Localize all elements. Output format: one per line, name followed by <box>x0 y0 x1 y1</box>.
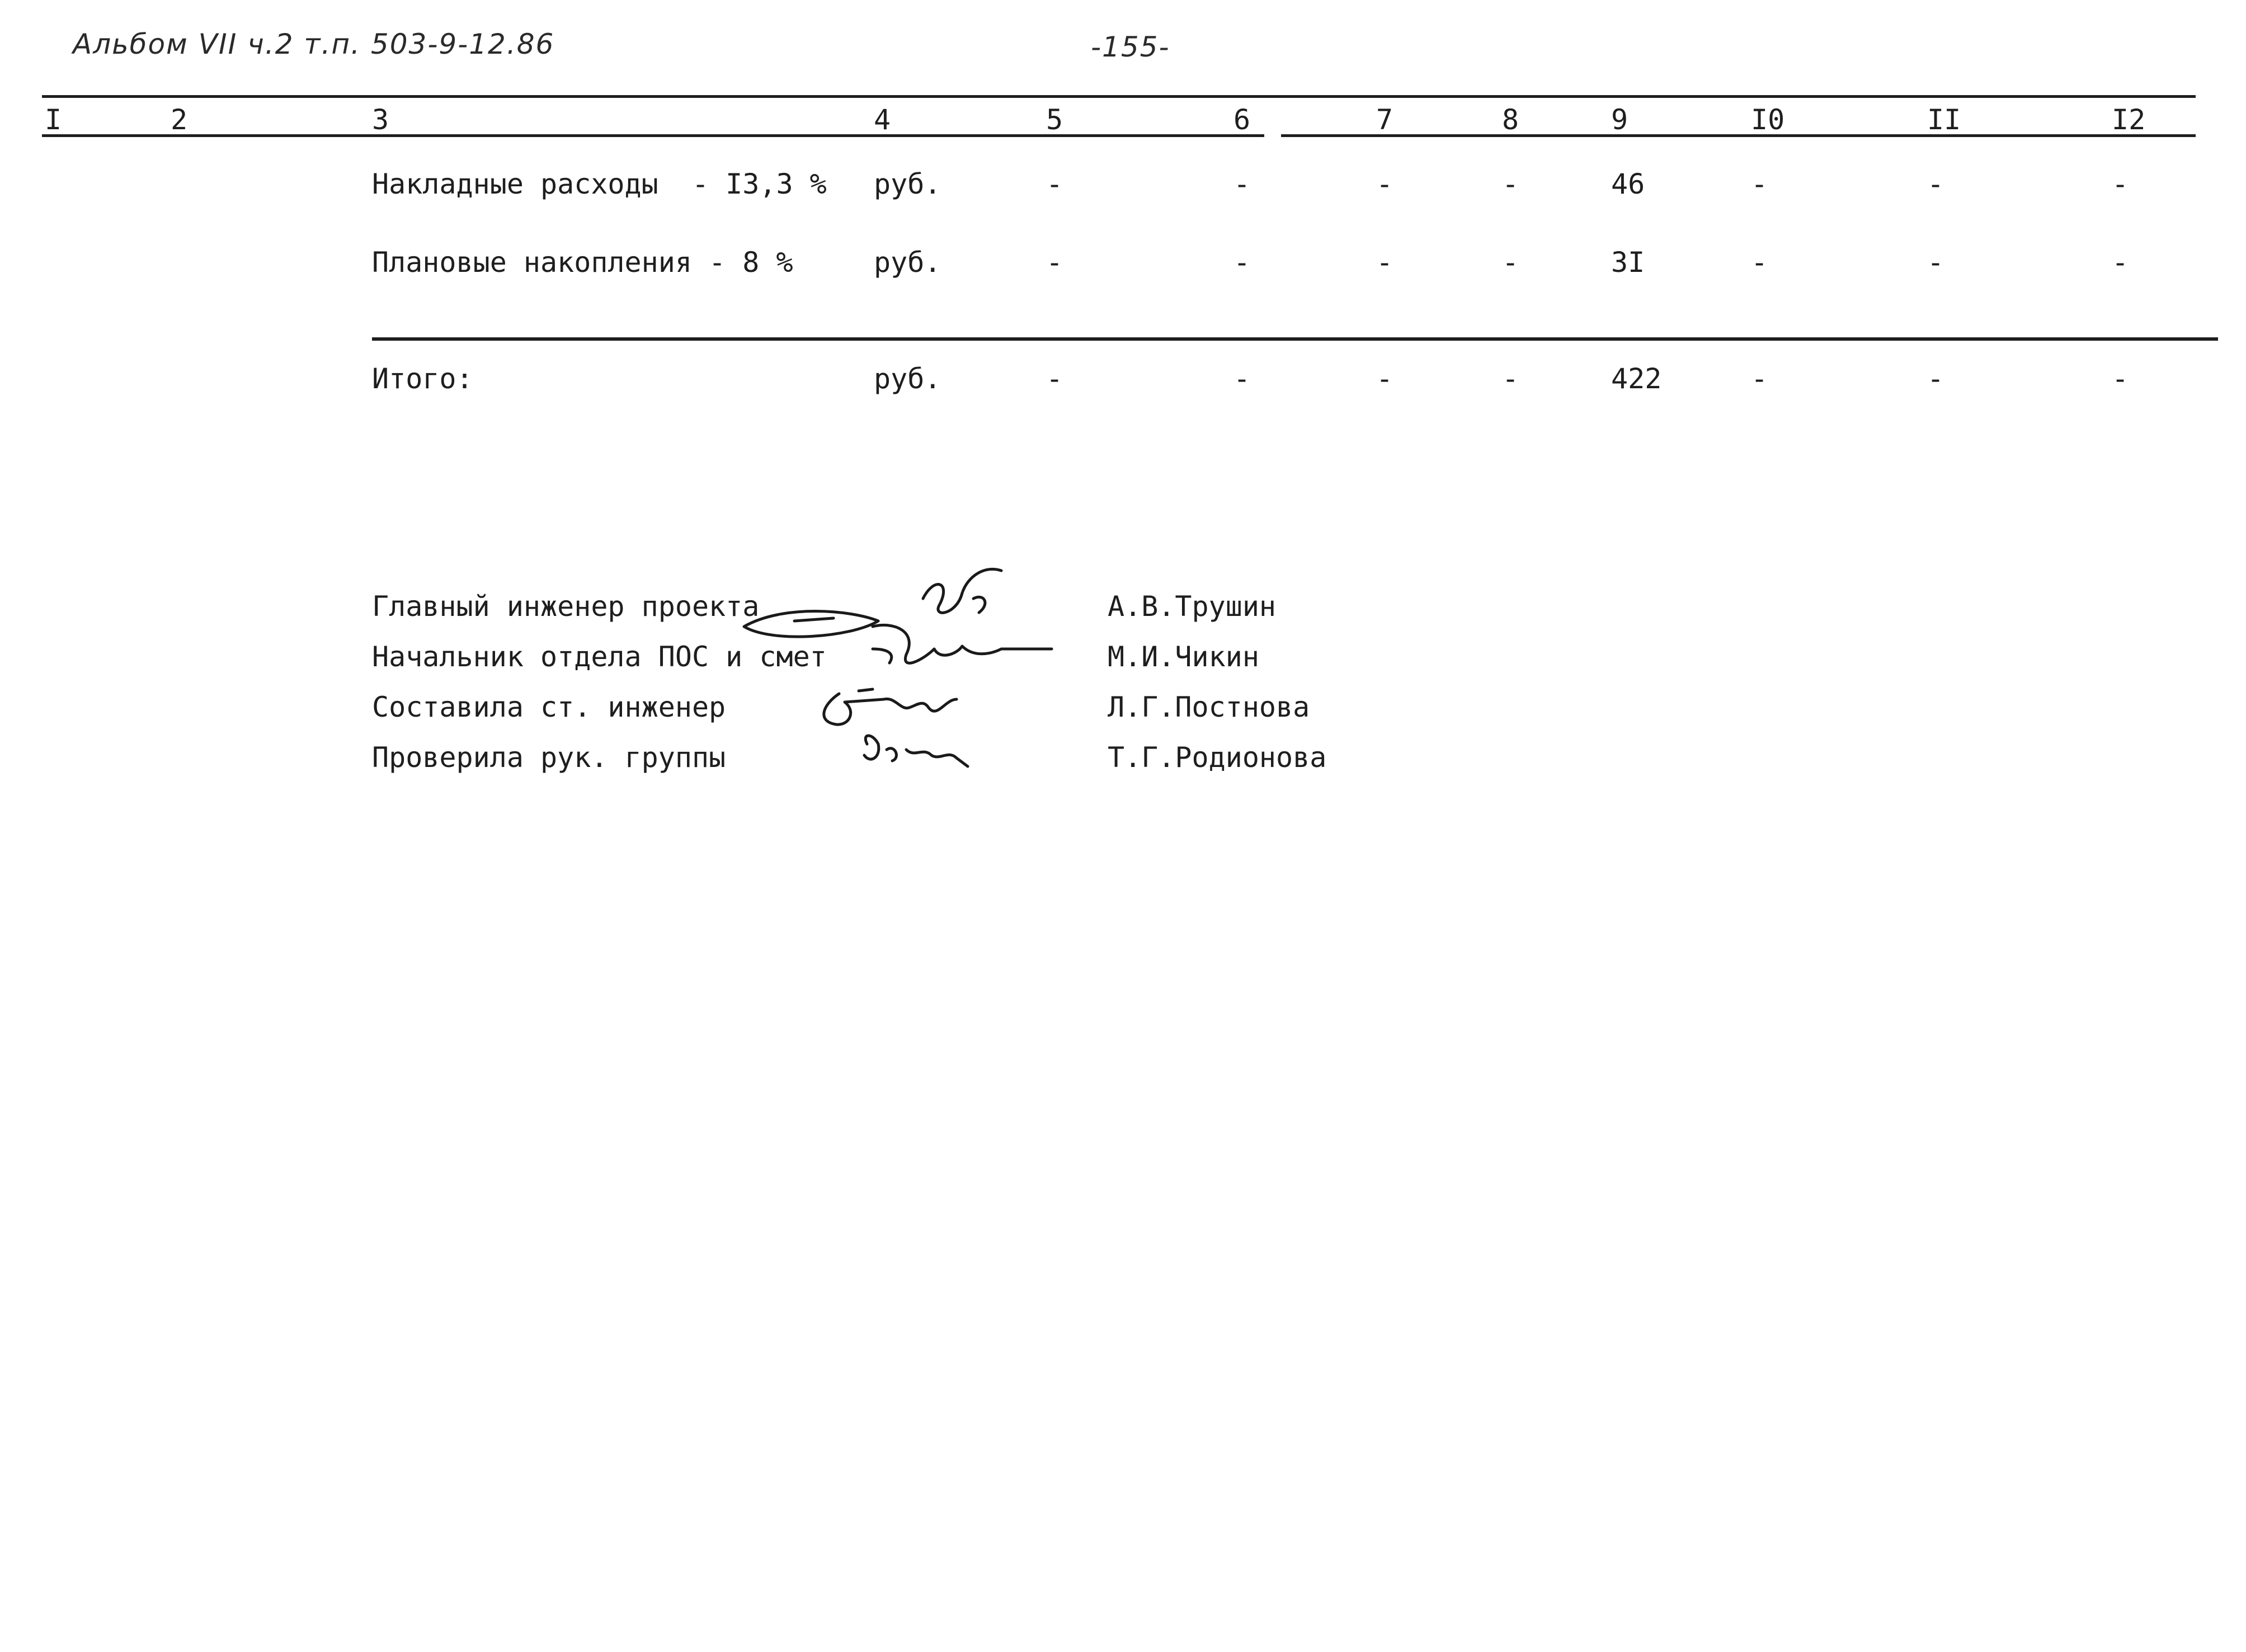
row-unit: руб. <box>874 168 941 200</box>
col-header-1: I <box>45 103 62 136</box>
cell-c10: - <box>1751 168 1768 200</box>
cell-c11: - <box>1927 246 1944 279</box>
total-c5: - <box>1046 363 1063 395</box>
cell-c12: - <box>2112 168 2129 200</box>
col-header-8: 8 <box>1502 103 1519 136</box>
cell-c7: - <box>1376 246 1393 279</box>
signatory-name: Л.Г.Постнова <box>1108 691 1310 723</box>
total-c9: 422 <box>1611 363 1662 395</box>
signatory-name: Т.Г.Родионова <box>1108 741 1327 774</box>
table-top-rule <box>42 95 2196 98</box>
col-header-2: 2 <box>171 103 188 136</box>
table-header-bottom-rule-2 <box>1281 134 2196 137</box>
cell-c5: - <box>1046 246 1063 279</box>
cell-c10: - <box>1751 246 1768 279</box>
signatory-role: Составила ст. инженер <box>372 691 726 723</box>
total-c7: - <box>1376 363 1393 395</box>
cell-c6: - <box>1233 246 1251 279</box>
col-header-4: 4 <box>874 103 891 136</box>
table-header-bottom-rule <box>42 134 1264 137</box>
row-unit: руб. <box>874 246 941 279</box>
cell-c9: 46 <box>1611 168 1645 200</box>
row-label: Плановые накопления - 8 % <box>372 246 793 279</box>
signatory-role: Начальник отдела ПОС и смет <box>372 641 827 673</box>
total-c12: - <box>2112 363 2129 395</box>
signatory-role: Проверила рук. группы <box>372 741 726 774</box>
cell-c12: - <box>2112 246 2129 279</box>
row-label: Накладные расходы - I3,3 % <box>372 168 827 200</box>
col-header-10: I0 <box>1751 103 1785 136</box>
signatory-name: А.В.Трушин <box>1108 590 1277 623</box>
signatory-name: М.И.Чикин <box>1108 641 1259 673</box>
cell-c5: - <box>1046 168 1063 200</box>
total-c6: - <box>1233 363 1251 395</box>
col-header-6: 6 <box>1233 103 1251 136</box>
cell-c8: - <box>1502 246 1519 279</box>
col-header-12: I2 <box>2112 103 2146 136</box>
cell-c7: - <box>1376 168 1393 200</box>
total-unit: руб. <box>874 363 941 395</box>
album-reference: Альбом VII ч.2 т.п. 503-9-12.86 <box>73 28 555 60</box>
signatory-role: Главный инженер проекта <box>372 590 760 623</box>
col-header-3: 3 <box>372 103 389 136</box>
total-c11: - <box>1927 363 1944 395</box>
col-header-7: 7 <box>1376 103 1393 136</box>
total-rule <box>372 337 2218 341</box>
page-number: -155- <box>1091 31 1170 63</box>
col-header-11: II <box>1927 103 1961 136</box>
cell-c8: - <box>1502 168 1519 200</box>
total-c8: - <box>1502 363 1519 395</box>
col-header-9: 9 <box>1611 103 1628 136</box>
total-label: Итого: <box>372 363 473 395</box>
total-c10: - <box>1751 363 1768 395</box>
signature-1-scribble <box>738 565 1052 766</box>
cell-c11: - <box>1927 168 1944 200</box>
col-header-5: 5 <box>1046 103 1063 136</box>
cell-c9: 3I <box>1611 246 1645 279</box>
cell-c6: - <box>1233 168 1251 200</box>
